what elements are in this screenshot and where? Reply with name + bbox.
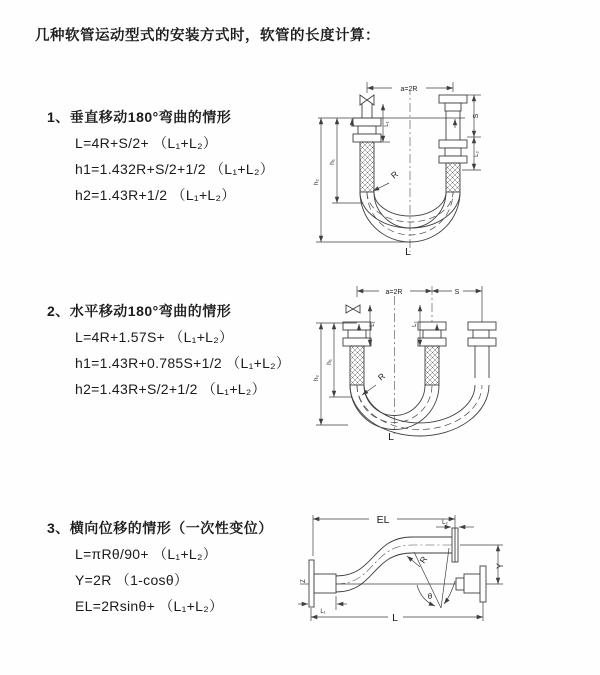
section-2-formula-h1: h1=1.43R+0.785S+1/2 （L₁+L₂）	[75, 355, 291, 371]
d3-label-l: L	[392, 612, 398, 624]
d1-label-h1: h₁	[329, 159, 336, 165]
d2-label-s: S	[454, 289, 460, 296]
d1-label-l2: L₂	[474, 151, 480, 157]
section-1-formula-h2: h2=1.43R+1/2 （L₁+L₂）	[75, 187, 236, 203]
diagram-vertical-180-bend	[313, 82, 481, 258]
d3-label-l2: L₂	[442, 520, 448, 526]
d1-label-l1: L₁	[384, 121, 390, 127]
d2-label-r: R	[375, 370, 387, 383]
d2-label-l: L	[388, 431, 394, 443]
d1-label-s: S	[473, 113, 480, 119]
d2-label-l1: L₁	[370, 321, 376, 327]
diagram-lateral-displacement	[298, 513, 505, 624]
section-3-heading: 3、横向位移的情形（一次性变位）	[47, 520, 273, 536]
valve-icon	[346, 305, 360, 313]
d1-label-l: L	[405, 246, 411, 258]
section-2-formula-L: L=4R+1.57S+ （L₁+L₂）	[75, 329, 234, 345]
d3-label-y: Y	[495, 562, 505, 570]
section-1-formula-L: L=4R+S/2+ （L₁+L₂）	[75, 135, 218, 151]
section-1-formula-h1: h1=1.432R+S/2+1/2 （L₁+L₂）	[75, 161, 275, 177]
d1-label-a2r: a=2R	[400, 86, 418, 93]
d3-label-z: Z	[301, 579, 307, 583]
section-3-formula-L: L=πRθ/90+ （L₁+L₂）	[75, 546, 218, 562]
d2-label-h2: h₂	[313, 374, 320, 382]
d3-label-el: EL	[376, 514, 390, 526]
section-2-heading: 2、水平移动180°弯曲的情形	[47, 303, 232, 319]
d1-label-h2: h₂	[313, 178, 320, 186]
section-2-formula-h2: h2=1.43R+S/2+1/2 （L₁+L₂）	[75, 381, 266, 397]
d2-label-l2: L₂	[412, 321, 418, 327]
section-1-heading: 1、垂直移动180°弯曲的情形	[47, 109, 232, 125]
section-3-formula-EL: EL=2Rsinθ+ （L₁+L₂）	[75, 598, 224, 614]
d1-label-r: R	[388, 168, 400, 181]
d3-label-r: R	[417, 554, 430, 566]
d2-label-a2r: a=2R	[385, 289, 403, 296]
section-3-formula-Y: Y=2R （1-cosθ）	[75, 572, 189, 588]
d3-label-l1: L₁	[320, 609, 326, 615]
d2-label-h1: h₁	[326, 359, 333, 365]
valve-icon	[360, 95, 374, 105]
d3-label-theta: θ	[427, 592, 433, 601]
diagram-horizontal-180-bend	[313, 285, 496, 443]
page-title: 几种软管运动型式的安装方式时，软管的长度计算：	[35, 28, 380, 44]
